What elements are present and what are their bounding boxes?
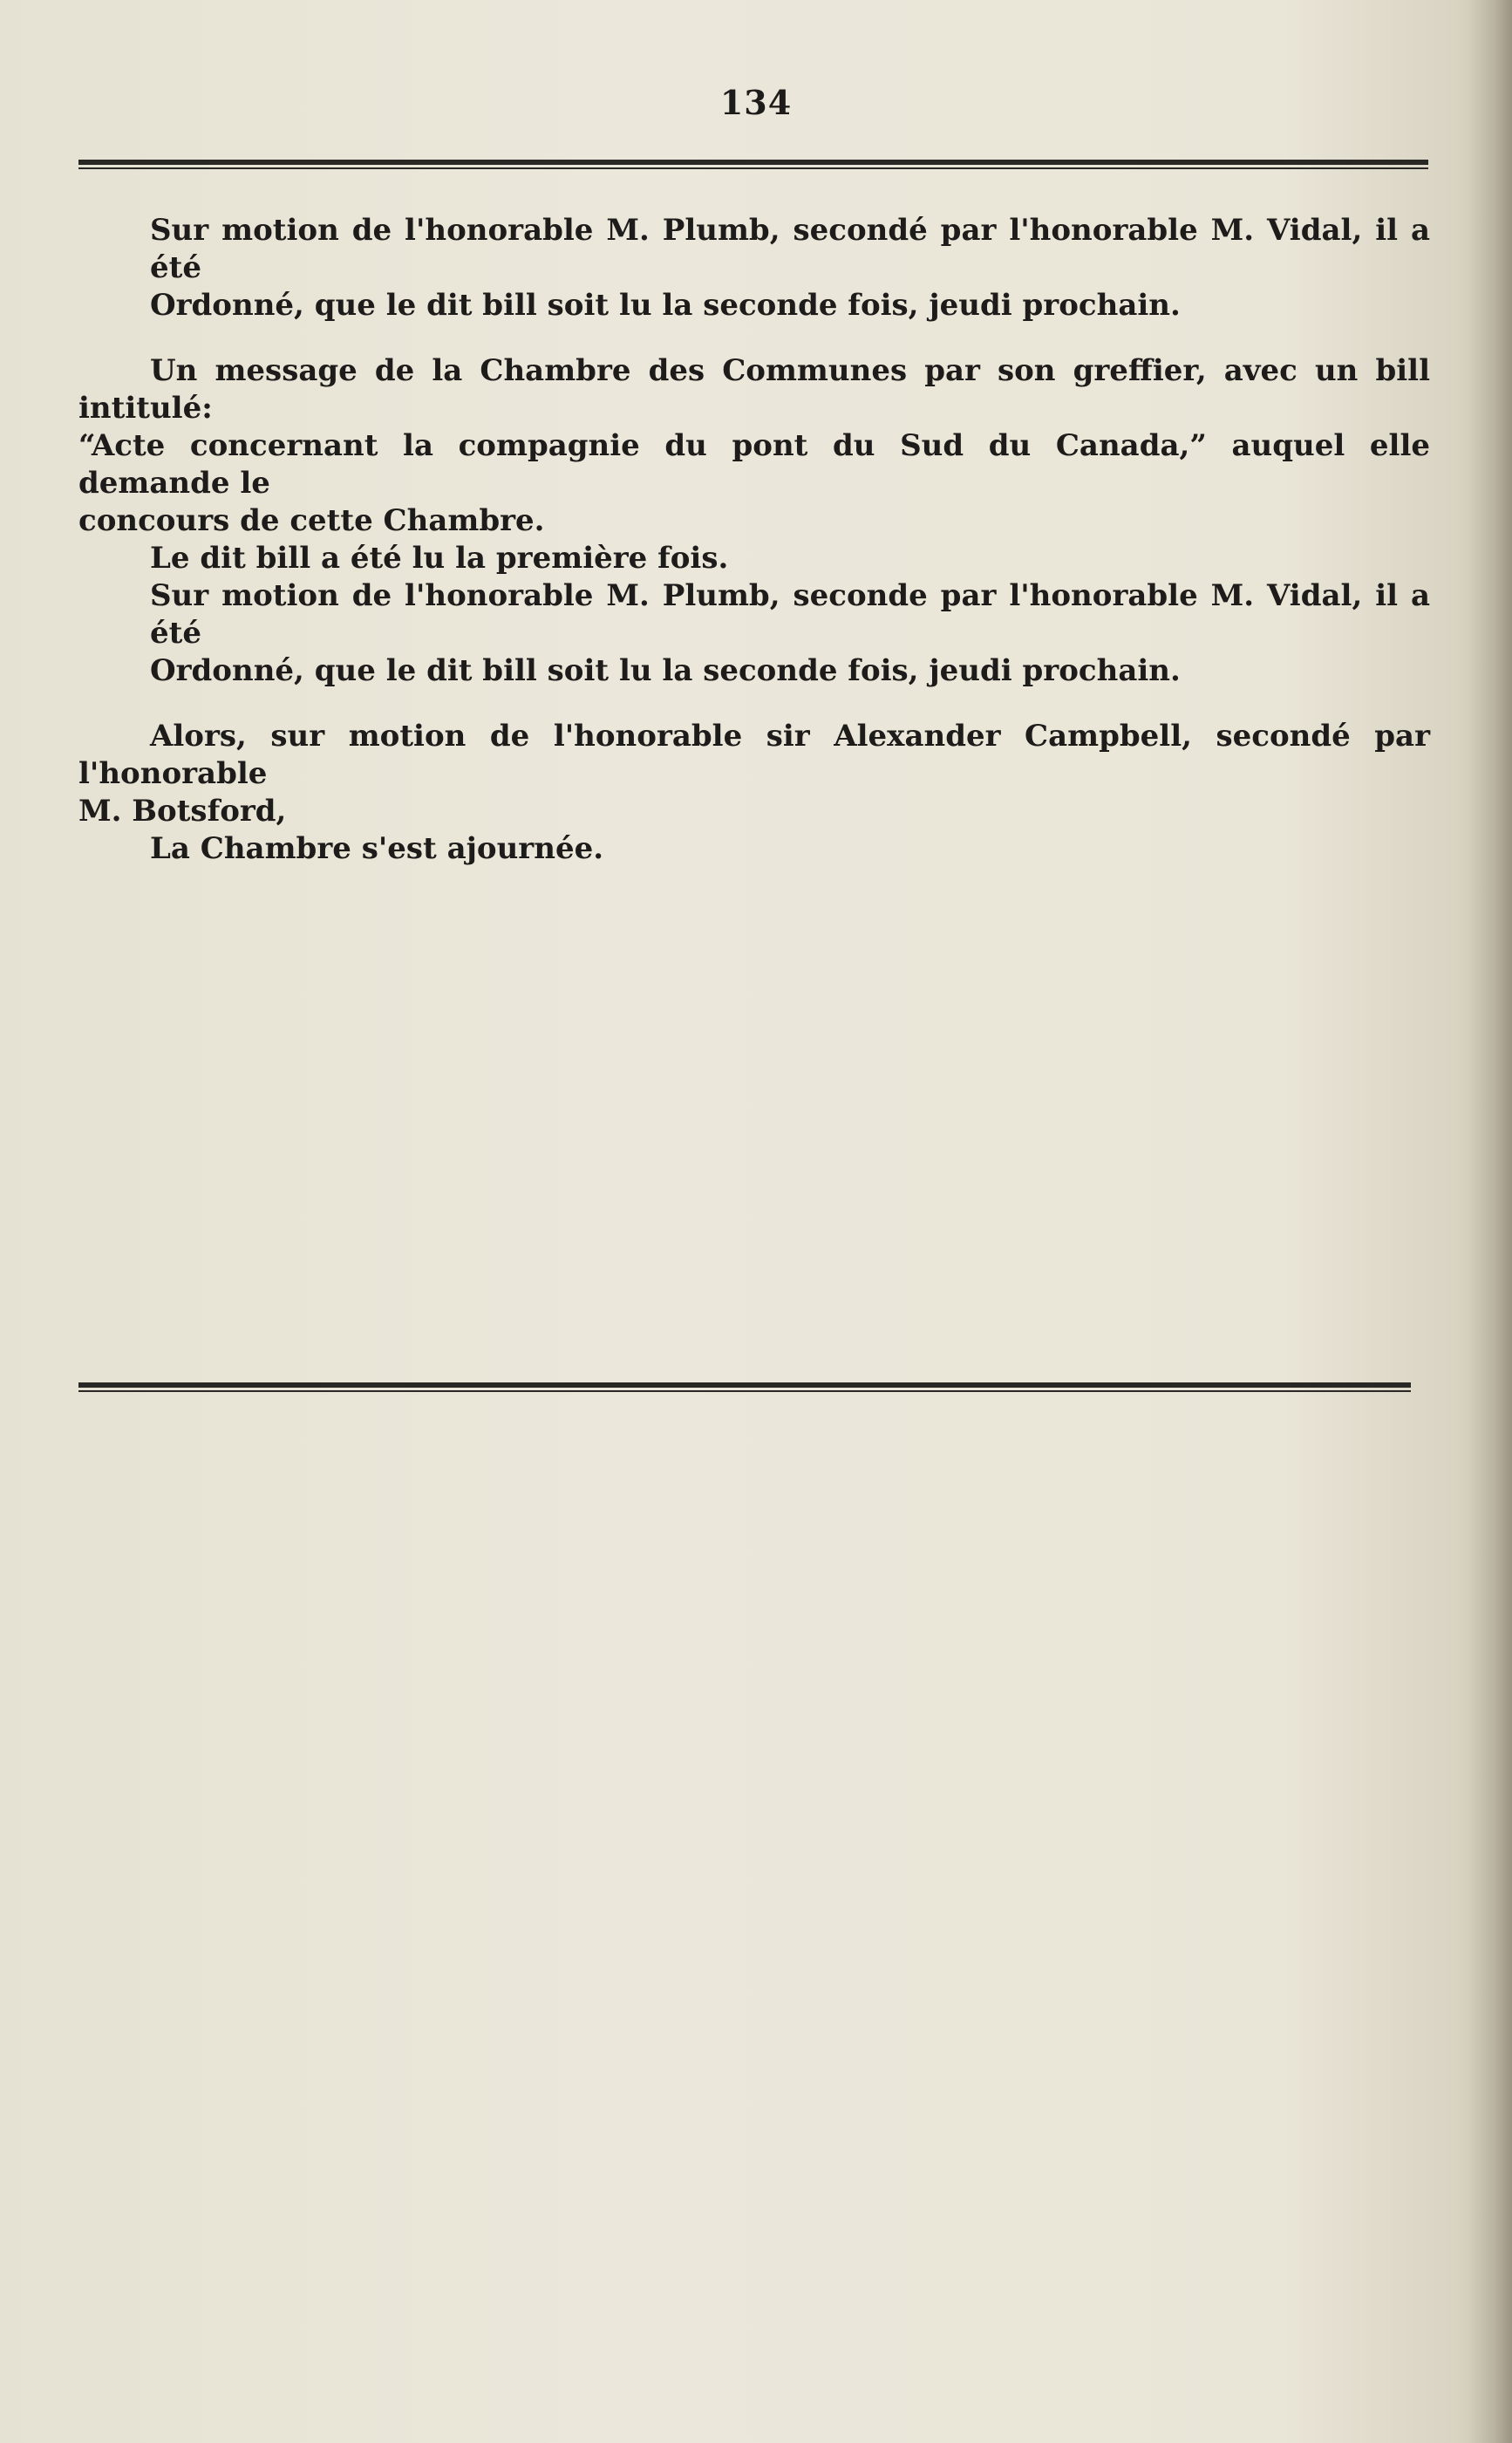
text-line: Sur motion de l'honorable M. Plumb, secondé par l'honorable M. Vidal, il a été <box>150 213 1430 285</box>
paragraph-adjourned <box>78 830 1430 868</box>
end-rule <box>78 1382 1411 1392</box>
page-number: 134 <box>719 83 793 122</box>
text-line: Sur motion de l'honorable M. Plumb, seconde par l'honorable M. Vidal, il a été <box>150 578 1430 651</box>
text-line: M. Botsford, <box>78 794 287 829</box>
paragraph-first-reading <box>78 540 1430 577</box>
text-line: Ordonné, que le dit bill soit lu la seconde fois, jeudi prochain. <box>150 288 1181 323</box>
text-line: Alors, sur motion de l'honorable sir Alexander Campbell, secondé par l'honorable <box>78 719 1430 791</box>
text-line: concours de cette Chambre. <box>78 503 545 538</box>
paragraph-message <box>78 352 1430 540</box>
paragraph-adjournment-motion <box>78 718 1430 830</box>
header-rule <box>78 160 1428 169</box>
paragraph-motion-2 <box>78 577 1430 690</box>
text-line: La Chambre s'est ajournée. <box>150 831 604 866</box>
text-line: Le dit bill a été lu la première fois. <box>150 541 729 576</box>
book-spine-shadow <box>1468 0 1512 2443</box>
text-line: Ordonné, que le dit bill soit lu la seconde fois, jeudi prochain. <box>150 653 1181 688</box>
body-text <box>78 212 1430 868</box>
text-line: Un message de la Chambre des Communes par son greffier, avec un bill intitulé: <box>78 353 1430 426</box>
paragraph-motion-1 <box>78 212 1430 324</box>
text-line: “Acte concernant la compagnie du pont du Sud du Canada,” auquel elle demande le <box>78 428 1430 501</box>
